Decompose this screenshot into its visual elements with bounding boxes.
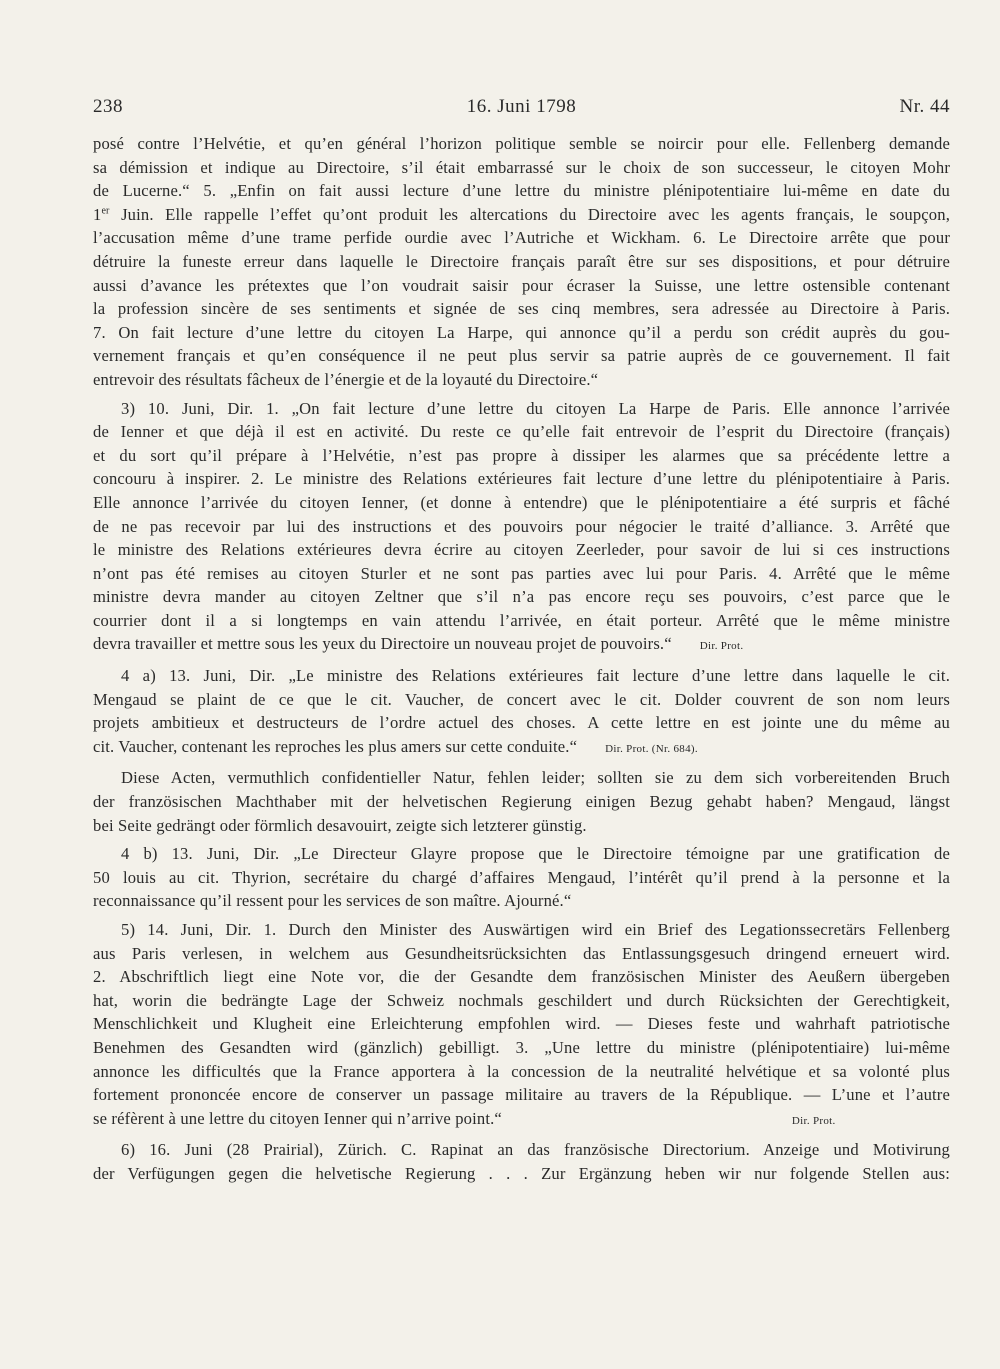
paragraph-4	[93, 766, 950, 837]
text-line: détruire la funeste erreur dans laquelle le Directoire français paraît être sur ses dispositions, et pour détruire	[93, 251, 950, 271]
paragraph-6	[93, 918, 950, 1133]
text-line: bei Seite gedrängt oder förmlich desavouirt, zeigte sich letzterer günstig.	[93, 815, 587, 835]
document-page	[93, 96, 950, 1191]
paragraph-1	[93, 132, 950, 392]
paragraph-5	[93, 842, 950, 913]
text-line: l’accusation même d’une trame perfide ourdie avec l’Autriche et Wickham. 6. Le Directoire arrête que pour	[93, 228, 950, 248]
text-line: courrier dont il a si longtemps en vain attendu l’arrivée, en était porteur. Arrêté que le même ministre	[93, 610, 950, 630]
text-line	[93, 203, 950, 227]
text-line: de Lucerne.“ 5. „Enfin on fait aussi lecture d’une lettre du ministre plénipotentiaire lui-même en date du	[93, 181, 950, 201]
text-line: ministre devra mander au citoyen Zeltner que s’il n’a pas encore reçu ses pouvoirs, c’est parce que le	[93, 587, 950, 607]
text-line: 3) 10. Juni, Dir. 1. „On fait lecture d’une lettre du citoyen La Harpe de Paris. Elle annonce l’arrivée	[121, 398, 950, 418]
paragraph-2	[93, 397, 950, 660]
text-fragment: cit. Vaucher, contenant les reproches les plus amers sur cette conduite.“	[93, 736, 578, 756]
paragraph-3	[93, 664, 950, 761]
text-line: reconnaissance qu’il ressent pour les services de son maître. Ajourné.“	[93, 891, 572, 911]
text-line: le ministre des Relations extérieures devra écrire au citoyen Zeerleder, pour savoir de lui si ces instructions	[93, 540, 950, 560]
text-line: la profession sincère de ses sentiments et signée de ses cinq membres, sera adressée au Directoire à Paris.	[93, 299, 950, 319]
text-line: de ne pas recevoir par lui des instructions et des pouvoirs pour négocier le traité d’alliance. 3. Arrêté que	[93, 516, 950, 536]
page-number: 238	[93, 96, 123, 117]
text-line	[93, 735, 950, 762]
text-fragment: devra travailler et mettre sous les yeux du Directoire un nouveau projet de pouvoirs.“	[93, 634, 672, 654]
paragraph-7	[93, 1138, 950, 1185]
document-number: Nr. 44	[899, 96, 950, 117]
text-fragment: Juin. Elle rappelle l’effet qu’ont produit les altercations du Directoire avec les agents français, le soupçon,	[109, 204, 950, 224]
text-line: sa démission et indique au Directoire, s’il était embarrassé sur le choix de son successeur, le citoyen Mohr	[93, 157, 950, 177]
text-line: concouru à inspirer. 2. Le ministre des Relations extérieures fait lecture d’une lettre du plénipotentiaire à Paris.	[93, 469, 950, 489]
source-reference: Dir. Prot.	[699, 640, 744, 653]
header-date: 16. Juni 1798	[466, 96, 577, 117]
text-line: entrevoir des résultats fâcheux de l’énergie et de la loyauté du Directoire.“	[93, 369, 599, 389]
text-line: aus Paris verlesen, in welchem aus Gesundheitsrücksichten das Entlassungsgesuch dringend erneuert wird.	[93, 943, 950, 963]
text-line: 6) 16. Juni (28 Prairial), Zürich. C. Rapinat an das französische Directorium. Anzeige und Motivirung	[121, 1140, 950, 1160]
text-line	[93, 1107, 950, 1134]
text-line: der französischen Machthaber mit der helvetischen Regierung einigen Bezug gehabt haben? Mengaud, längst	[93, 792, 950, 812]
text-line: hat, worin die bedrängte Lage der Schweiz nochmals geschildert und durch Rücksichten der Gerechtigkeit,	[93, 990, 950, 1010]
text-line: 4 a) 13. Juni, Dir. „Le ministre des Relations extérieures fait lecture d’une lettre dans laquelle le cit.	[121, 666, 950, 686]
text-line	[93, 632, 950, 659]
text-line: annonce les difficultés que la France apportera à la concession de la neutralité helvétique et sa volonté plus	[93, 1061, 950, 1081]
text-line: 2. Abschriftlich liegt eine Note vor, die der Gesandte dem französischen Minister des Aeußern übergeben	[93, 967, 950, 987]
page-header	[93, 96, 950, 120]
text-line: 50 louis au cit. Thyrion, secrétaire du chargé d’affaires Mengaud, l’intérêt qu’il prend à la personne et la	[93, 867, 950, 887]
text-line: n’ont pas été remises au citoyen Sturler et ne sont pas parties avec lui pour Paris. 4. Arrêté que le même	[93, 563, 950, 583]
text-fragment: 1	[93, 204, 102, 224]
body-text	[93, 132, 950, 1186]
text-line: fortement prononcée encore de conserver un passage militaire au travers de la République. — L’une et l’autre	[93, 1085, 950, 1105]
text-line: posé contre l’Helvétie, et qu’en général l’horizon politique semble se noircir pour elle. Fellenberg demande	[93, 134, 950, 153]
text-line: Menschlichkeit und Klugheit eine Erleichterung empfohlen wird. — Dieses feste und wahrhaft patriotische	[93, 1014, 950, 1034]
text-line: der Verfügungen gegen die helvetische Regierung . . . Zur Ergänzung heben wir nur folgende Stellen aus:	[93, 1163, 950, 1183]
text-line: 5) 14. Juni, Dir. 1. Durch den Minister des Auswärtigen wird ein Brief des Legationssecretärs Fellenberg	[121, 920, 950, 939]
text-line: Diese Acten, vermuthlich confidentieller Natur, fehlen leider; sollten sie zu dem sich vorbereitenden Bruch	[121, 768, 950, 788]
text-line: 4 b) 13. Juni, Dir. „Le Directeur Glayre propose que le Directoire témoigne par une gratification de	[121, 844, 950, 864]
text-line: 7. On fait lecture d’une lettre du citoyen La Harpe, qui annonce qu’il a perdu son crédit auprès du gou-	[93, 322, 950, 342]
text-line: aussi d’avance les prétextes que l’on voudrait saisir pour écraser la Suisse, une lettre ostensible contenant	[93, 275, 950, 295]
text-line: et du sort qu’il prépare à l’Helvétie, n’est pas propre à dissiper les alarmes que sa précédente lettre a	[93, 445, 950, 465]
text-line: projets ambitieux et destructeurs de l’ordre actuel des choses. A cette lettre en est jointe une du même au	[93, 713, 950, 733]
text-line: Elle annonce l’arrivée du citoyen Ienner, (et donne à entendre) que le plénipotentiaire a été surpris et fâché	[93, 492, 950, 512]
text-line: Benehmen des Gesandten wird (gänzlich) gebilligt. 3. „Une lettre du ministre (plénipotentiaire) lui-même	[93, 1037, 950, 1057]
source-reference: Dir. Prot.	[791, 1114, 836, 1127]
source-reference: Dir. Prot. (Nr. 684).	[605, 742, 698, 755]
text-line: de Ienner et que déjà il est en activité. Du reste ce qu’elle fait entrevoir de l’esprit du Directoire (français)	[93, 422, 950, 442]
text-line: Mengaud se plaint de ce que le cit. Vaucher, de concert avec le cit. Dolder couvrent de son nom leurs	[93, 689, 950, 709]
superscript: er	[101, 205, 110, 217]
text-fragment: se réfèrent à une lettre du citoyen Ienner qui n’arrive point.“	[93, 1108, 502, 1128]
text-line: vernement français et qu’en conséquence il ne peut plus servir sa patrie auprès de ce gouvernement. Il fait	[93, 346, 950, 366]
